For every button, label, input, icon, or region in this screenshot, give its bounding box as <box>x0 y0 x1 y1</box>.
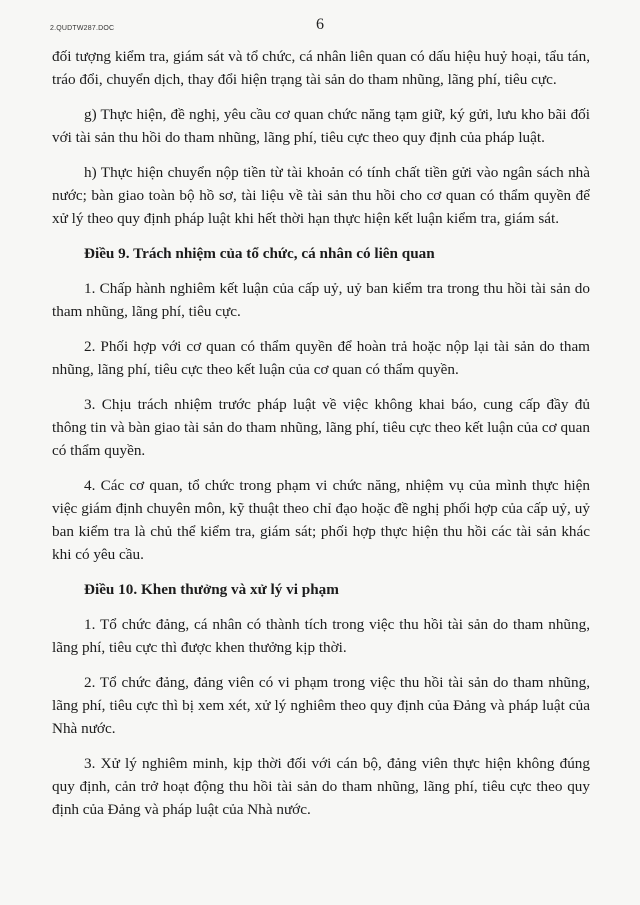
document-code: 2.QUDTW287.DOC <box>50 25 115 32</box>
article-10-clause-2: 2. Tổ chức đảng, đảng viên có vi phạm trong việc thu hồi tài sản do tham nhũng, lãng phí, tiêu cực thì bị xem xét, xử lý nghiêm theo quy định của Đảng và pháp luật của Nhà nước. <box>52 674 590 737</box>
page-number: 6 <box>316 16 324 33</box>
article-10-clause-3: 3. Xử lý nghiêm minh, kịp thời đối với cán bộ, đảng viên thực hiện không đúng quy định, cản trở hoạt động thu hồi tài sản do tham nhũng, lãng phí, tiêu cực theo quy định của Đảng và pháp luật của Nhà nước. <box>52 755 590 818</box>
article-9-clause-4: 4. Các cơ quan, tổ chức trong phạm vi chức năng, nhiệm vụ của mình thực hiện việc giám định chuyên môn, kỹ thuật theo chỉ đạo hoặc đề nghị phối hợp của cấp uỷ, uỷ ban kiểm tra là chủ thể kiểm tra, giám sát; phối hợp thực hiện thu hồi các tài sản khác khi có yêu cầu. <box>52 477 590 563</box>
article-9-clause-1: 1. Chấp hành nghiêm kết luận của cấp uỷ, uỷ ban kiểm tra trong thu hồi tài sản do tham nhũng, lãng phí, tiêu cực. <box>52 280 590 320</box>
paragraph-continuation: đối tượng kiểm tra, giám sát và tổ chức, cá nhân liên quan có dấu hiệu huỷ hoại, tẩu tán, tráo đổi, chuyển dịch, thay đổi hiện trạng tài sản do tham nhũng, lãng phí, tiêu cực. <box>52 48 590 88</box>
article-9-heading: Điều 9. Trách nhiệm của tổ chức, cá nhân có liên quan <box>84 245 435 262</box>
article-10-heading: Điều 10. Khen thưởng và xử lý vi phạm <box>84 581 339 598</box>
article-9-clause-2: 2. Phối hợp với cơ quan có thẩm quyền để hoàn trả hoặc nộp lại tài sản do tham nhũng, lãng phí, tiêu cực theo kết luận của cơ quan có thẩm quyền. <box>52 338 590 378</box>
document-body <box>52 45 590 833</box>
article-10-clause-1: 1. Tổ chức đảng, cá nhân có thành tích trong việc thu hồi tài sản do tham nhũng, lãng phí, tiêu cực thì được khen thưởng kịp thời. <box>52 616 590 656</box>
article-9-clause-3: 3. Chịu trách nhiệm trước pháp luật về việc không khai báo, cung cấp đầy đủ thông tin và bàn giao tài sản do tham nhũng, lãng phí, tiêu cực theo kết luận của cơ quan có thẩm quyền. <box>52 396 590 459</box>
paragraph-item-h: h) Thực hiện chuyển nộp tiền từ tài khoản có tính chất tiền gửi vào ngân sách nhà nước; bàn giao toàn bộ hồ sơ, tài liệu về tài sản thu hồi cho cơ quan có thẩm quyền để xử lý theo quy định pháp luật khi hết thời hạn thực hiện kết luận kiểm tra, giám sát. <box>52 164 590 227</box>
paragraph-item-g: g) Thực hiện, đề nghị, yêu cầu cơ quan chức năng tạm giữ, ký gửi, lưu kho bãi đối với tài sản thu hồi do tham nhũng, lãng phí, tiêu cực theo quy định của pháp luật. <box>52 106 590 146</box>
